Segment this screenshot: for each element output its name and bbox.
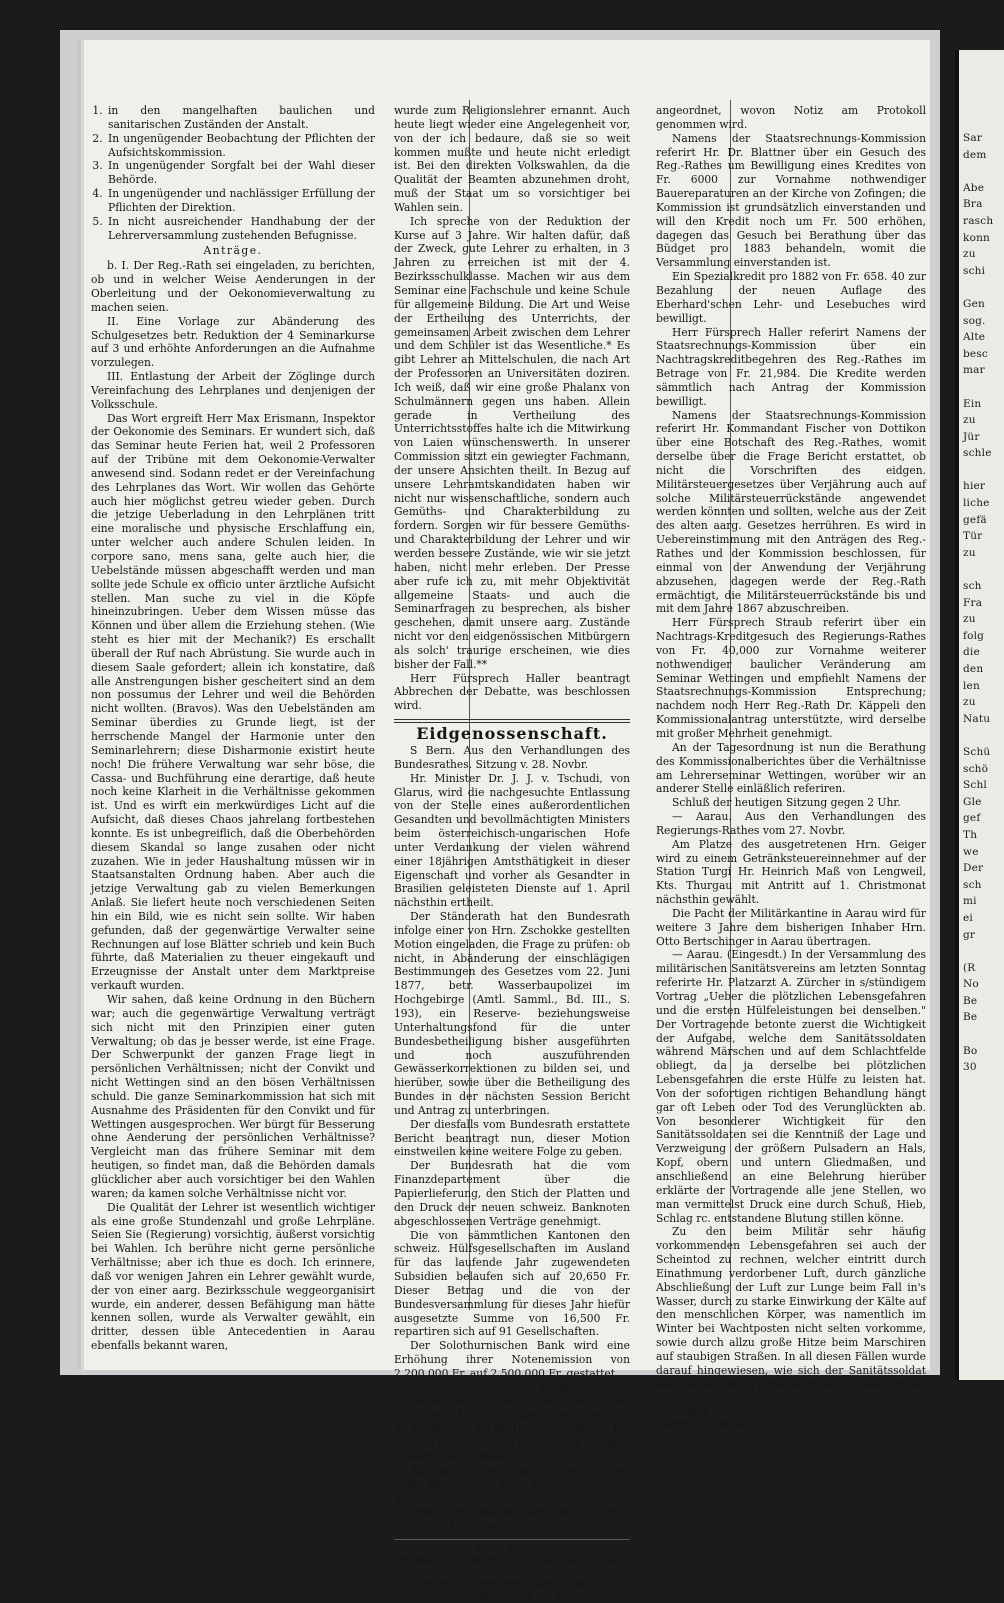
paragraph: Die von sämmtlichen Kantonen den schweiz. Hülfsgesellschaften im Ausland für das laufende Jahr zugewendeten Subsidien belaufen sich auf 20,650 Fr. Dieser Betrag und die von der Bundesversammlung für dieses Jahr hiefür ausgesetzte Summe von 16,500 Fr. repartiren sich auf 91 Gesellschaften.	[394, 1228, 630, 1339]
subheading-antraege: Anträge.	[203, 244, 263, 258]
paragraph: Hr. Minister Dr. J. J. v. Tschudi, von Glarus, wird die nachgesuchte Entlassung von der Stelle eines außerordentlichen Gesandten und bevollmächtigten Ministers beim österreichisch-ungarischen Hofe unter Verdankung der vielen während einer 18jährigen Amtsthätigkeit in dieser Eigenschaft und vorher als Gesandter in Brasilien geleisteten Dienste auf 1. April nächsthin ertheilt.	[394, 771, 630, 910]
list-item: 1. in den mangelhaften baulichen und sanitarischen Zuständen der Anstalt.	[106, 104, 375, 132]
paragraph: Herr Fürsprech Straub referirt über ein Nachtrags-Kreditgesuch des Regierungs-Rathes von Fr. 40,000 zur Vornahme weiterer nothwendiger baulicher Veränderung am Seminar Wettingen und empfiehlt Namens der Staatsrechnungs-Kommission Entsprechung; nachdem noch Herr Reg.-Rath Dr. Käppeli den Kommissionalantrag unterstützte, wird derselbe mit großer Mehrheit genehmigt.	[656, 616, 926, 740]
footnote: **) Hier hätte ein Bravo auch gut gethan!	[394, 1591, 592, 1603]
paragraph: wurde zum Religionslehrer ernannt. Auch heute liegt wieder eine Angelegenheit vor, von der ich bedaure, daß sie so weit kommen mußte und heute nicht erledigt ist. Bei den direkten Volkswahlen, da die Qualität der Beamten abzunehmen droht, muß der Staat um so vorsichtiger bei Wahlen sein.	[394, 104, 630, 214]
list-item: 3. In ungenügender Sorgfalt bei der Wahl dieser Behörde.	[106, 159, 375, 187]
paragraph: Als Posthalter und Telegraphist in Appenzell wird gewählt: Hr. Emil Giger von Stein, Kts. St. Gallen, Postkommis in St. Gallen und als Postkommis in Basel: Hr. Eduard Kottmann von Wyden, Kts. Aargau, Postaspirant in Basel.	[394, 1380, 630, 1463]
paragraph: Der Ständerath hat den Bundesrath infolge einer von Hrn. Zschokke gestellten Motion eingeladen, die Frage zu prüfen: ob nicht, in Abänderung der einschlägigen Bestimmungen des Gesetzes vom 22. Juni 1877, betr. Wasserbaupolizei im Hochgebirge (Amtl. Samml., Bd. III., S. 193), ein Reserve- beziehungsweise Unterhaltungsfond für die unter Bundesbetheiligung bisher ausgeführten und noch auszuführenden Gewässerkorrektionen zu bilden sei, und hierüber, sowie über die Betheiligung des Bundes in der nächsten Session Bericht und Antrag zu unterbringen.	[394, 910, 630, 1117]
paragraph: II. Eine Vorlage zur Abänderung des Schulgesetzes betr. Reduktion der 4 Seminarkurse auf 3 und erhöhte Anforderungen an die Aufnahme vorzulegen.	[91, 314, 375, 370]
paragraph: Herr Fürsprech Haller beantragt Abbrechen der Debatte, was beschlossen wird.	[394, 671, 630, 713]
paragraph: An der Tagesordnung ist nun die Berathung des Kommissionalberichtes über die Verhältnisse am Lehrerseminar Wettingen, worüber wir an anderer Stelle einläßlich referiren.	[656, 740, 926, 796]
paragraph: Am Platze des ausgetretenen Hrn. Geiger wird zu einem Getränksteuereinnehmer auf der Station Turgi Hr. Heinrich Maß von Lengweil, Kts. Thurgau mit Antritt auf 1. Christmonat nächsthin gewählt.	[656, 837, 926, 907]
paragraph: Der Bundesrath hat die vom Finanzdepartement über die Papierlieferung, den Stich der Platten und den Druck der neuen schweiz. Banknoten abgeschlossenen Verträge genehmigt.	[394, 1159, 630, 1228]
paragraph: Wir sahen, daß keine Ordnung in den Büchern war; auch die gegenwärtige Verwaltung verträgt sich nicht mit den Prinzipien einer guten Verwaltung; ob das je besser werde, ist eine Frage. Der Schwerpunkt der ganzen Frage liegt in persönlichen Verhältnissen; nicht der Convikt und nicht Wettingen sind an den bösen Verhältnissen schuld. Die ganze Seminarkommission hat sich mit Ausnahme des Präsidenten für den Convikt und für Wettingen ausgesprochen. Wer bürgt für Besserung ohne Aenderung der persönlichen Verhältnisse? Vergleicht man das frühere Seminar mit dem heutigen, so findet man, daß die Behörden damals glücklicher aber auch vorsichtiger bei den Wahlen waren; da kamen solche Verhältnisse nicht vor.	[91, 993, 375, 1200]
paragraph: Herr Fürsprech Haller referirt Namens der Staatsrechnungs-Kommission über ein Nachtragskreditbegehren des Reg.-Rathes im Betrage von Fr. 21,984. Die Kredite werden sämmtlich nach Antrag der Kommission bewilligt.	[656, 325, 926, 408]
adjacent-page-fragments: Sar dem Abe Bra rasch konn zu schi Gen sog. Alte besc mar Ein zu Jür schle hier liche gefä Tür zu sch Fra zu folg die den len zu Natu Schü schö Schl Gle gef Th we Der sch mi ei gr (R No Be Be Bo 30	[963, 132, 994, 1074]
paragraph: Die Pacht der Militärkantine in Aarau wird für weitere 3 Jahre dem bisherigen Inhaber Hrn. Otto Bertschinger in Aarau übertragen.	[656, 906, 926, 948]
section-divider	[394, 719, 630, 723]
paragraph: III. Entlastung der Arbeit der Zöglinge durch Vereinfachung des Lehrplanes und denjenigen der Volksschule.	[91, 370, 375, 411]
column-2	[394, 104, 630, 1603]
paragraph: angeordnet, wovon Notiz am Protokoll genommen wird.	[656, 104, 926, 131]
paragraph: Der Solothurnischen Bank wird eine Erhöhung ihrer Notenemission von 2,200,000 Fr. auf 2,500,000 Fr. gestattet.	[394, 1339, 630, 1380]
column-1	[91, 104, 375, 1353]
paragraph: Namens der Staatsrechnungs-Kommission referirt Hr. Dr. Blattner über ein Gesuch des Reg.-Rathes um Bewilligung eines Kredites von Fr. 6000 zur Vornahme nothwendiger Bauereparaturen an der Kirche von Zofingen; die Kommission ist grundsätzlich einverstanden und will den Kredit noch um Fr. 500 erhöhen, dagegen das Gesuch bei Berathung über das Büdget pro 1883 behandeln, womit die Versammlung einverstanden ist.	[656, 131, 926, 270]
paragraph: Schluß der heutigen Sitzung gegen 2 Uhr.	[672, 796, 901, 810]
paragraph: — Aarau. Aus den Verhandlungen des Regierungs-Rathes vom 27. Novbr.	[656, 810, 926, 837]
list-item: 2. In ungenügender Beobachtung der Pflichten der Aufsichtskommission.	[106, 132, 375, 160]
paragraph: Der diesfalls vom Bundesrath erstattete Bericht beantragt nun, dieser Motion einstweilen keine weitere Folge zu geben.	[394, 1117, 630, 1159]
adjacent-page-edge	[955, 50, 1004, 1380]
paragraph: Aargau. Sitzung des Großen Rathes vom 28. Novbr. Für den in Geldstag gefallenen Hr. Gottlieb Bonäsch, von Brittnau, Großrathsmitglied, hat der Reg.-Rath eine Ersatzwahl bereits	[394, 1463, 630, 1533]
paragraph: Ein Spezialkredit pro 1882 von Fr. 658. 40 zur Bezahlung der neuen Auflage des Eberhard'schen Lehr- und Lesebuches wird bewilligt.	[656, 270, 926, 325]
paragraph: Das Wort ergreift Herr Max Erismann, Inspektor der Oekonomie des Seminars. Er wundert sich, daß das Seminar heute Ferien hat, weil 2 Professoren auf der Tribüne mit dem Oekonomie-Verwalter anwesend sind. Sodann redet er der Vereinfachung des Lehrplanes das Wort. Wir wollen das Gehörte auch hier möglichst getreu wieder geben. Durch die jetzige Ueberladung in den Lehrplänen tritt eine moralische und physische Erschlaffung ein, unter welcher auch andere Schulen leiden. In corpore sano, mens sana, gelte auch hier, die Uebelstände müssen abgeschafft werden und man sollte jede Schule ex officio unter ärztliche Aufsicht stellen. Man suche zu viel in die Köpfe hineinzubringen. Ueber dem Wissen müsse das Können und über allem die Erziehung stehen. (Wie steht es hier mit der Mechanik?) Es erschallt überall der Ruf nach Abrüstung. Sie wurde auch in diesem Saale gefordert; allein ich konstatire, daß alle Anstrengungen bisher gescheitert sind an dem non possumus der Lehrer und weil die Behörden nicht wollten. (Bravos). Was den Uebelständen am Seminar überdies zu Grunde liegt, ist der herrschende Mangel der Harmonie unter den Seminarlehrern; diese Disharmonie existirt heute noch! Die frühere Verwaltung war sehr böse, die Cassa- und Buchführung eine derartige, daß heute noch keine Klarheit in die Verhältnisse gekommen ist. Und es wirft ein merkwürdiges Licht auf die Aufsicht, daß dieses Chaos jahrelang fortbestehen konnte. Es ist unbegreiflich, daß die Oberbehörden diesem Skandal so lange zusahen oder nicht zuzahen. Wie in jeder Haushaltung müssen wir in Staatsanstalten Ordnung haben. Aber auch die jetzige Verwaltung gab zu vielen Bemerkungen Anlaß. Sie liefert heute noch verschiedenen Seiten hin ein Bild, wie es nicht sein sollte. Wir haben gefunden, daß der gegenwärtige Verwalter seine Rechnungen auf lose Blätter schrieb und kein Buch führte, daß Materialien zu theuer eingekauft und Erzeugnisse der Anstalt unter dem Marktpreise verkauft wurden.	[91, 411, 375, 993]
section-heading: Eidgenossenschaft.	[416, 724, 608, 744]
list-item: 4. In ungenügender und nachlässiger Erfüllung der Pflichten der Direktion.	[106, 187, 375, 215]
footnote: *) Sehr richtig; daher Respekt davor, wo diese Art beharrlich gefordert wird. Der Satz gilt auch für die Volksschule; überall, wo er verwirklicht wird, ist die "Buchsscheere" überflüssig.	[394, 1543, 630, 1590]
paragraph: S Bern. Aus den Verhandlungen des Bundesrathes. Sitzung v. 28. Novbr.	[394, 743, 630, 771]
paragraph: — Aarau. (Eingesdt.) In der Versammlung des militärischen Sanitätsvereins am letzten Sonntag referirte Hr. Platzarzt A. Zürcher in s/stündigem Vortrag „Ueber die plötzlichen Lebensgefahren und die ersten Hülfeleistungen bei denselben." Der Vortragende betonte zuerst die Wichtigkeit der Aufgabe, welche dem Sanitätssoldaten während Märschen und auf dem Schlachtfelde obliegt, da ja derselbe bei plötzlichen Lebensgefahren die erste Hülfe zu leisten hat. Von der sofortigen richtigen Behandlung hängt gar oft Leben oder Tod des Verunglückten ab. Von besonderer Wichtigkeit für den Sanitätssoldaten sei die Kenntniß der Lage und Verzweigung der größern Pulsadern an Hals, Kopf, obern und untern Gliedmaßen, und anschließend an eine Belehrung hierüber erklärte der Vortragende alle jene Stellen, wo man vermittelst Druck eine durch Schuß, Hieb, Schlag rc. entstandene Blutung stillen könne.	[656, 948, 926, 1225]
paragraph: Zu den beim Militär sehr häufig vorkommenden Lebensgefahren sei auch der Scheintod zu rechnen, welcher eintritt durch Einathmung verdorbener Luft, durch gänzliche Abschließung der Luft zur Lunge beim Fall in's Wasser, durch zu starke Einwirkung der Kälte auf den menschlichen Körper, was namentlich im Winter bei Wachtposten nicht selten vorkomme, sowie durch allzu große Hitze beim Marschiren auf staubigen Straßen. In all diesen Fällen wurde darauf hingewiesen, wie sich der Sanitätssoldat beim Scheintoden gegenüber bis zur Ankunft des Arztes zu verhalten habe. Den Schluß des Vortrages bildete die erste Hülfe in Vergiftungsfällen.	[656, 1225, 926, 1433]
paragraph: Die Qualität der Lehrer ist wesentlich wichtiger als eine große Stundenzahl und große Lehrpläne. Seien Sie (Regierung) vorsichtig, äußerst vorsichtig bei Wahlen. Ich berühre nicht gerne persönliche Verhältnisse; aber ich thue es doch. Ich erinnere, daß vor wenigen Jahren ein Lehrer gewählt wurde, der von einer aarg. Bezirksschule weggeorganisirt wurde, ein anderer, dessen Befähigung man hätte kennen sollen, wurde als Verwalter gewählt, ein dritter, dessen üble Antecedentien in Aarau ebenfalls bekannt waren,	[91, 1200, 375, 1353]
paragraph: b. I. Der Reg.-Rath sei eingeladen, zu berichten, ob und in welcher Weise Aenderungen in der Oberleitung und der Oekonomieverwaltung zu machen seien.	[91, 259, 375, 314]
column-3	[656, 104, 926, 1433]
newspaper-page	[84, 40, 930, 1603]
list-item: 5. In nicht ausreichender Handhabung der der Lehrerversammlung zustehenden Befugnisse.	[106, 215, 375, 243]
footnotes	[394, 1539, 630, 1603]
paragraph: Ich spreche von der Reduktion der Kurse auf 3 Jahre. Wir halten dafür, daß der Zweck, gute Lehrer zu erhalten, in 3 Jahren zu erreichen ist mit der 4. Bezirksschulklasse. Machen wir aus dem Seminar eine Fachschule und keine Schule für allgemeine Bildung. Die Art und Weise der Ertheilung des Unterrichts, der gemeinsamen Arbeit zwischen dem Lehrer und dem Schüler ist das Wesentliche.* Es gibt Lehrer an Mittelschulen, die nach Art der Professoren an Universitäten doziren. Ich weiß, daß wir eine große Phalanx von Schulmännern gegen uns haben. Allein gerade in Vertheilung des Unterrichtsstoffes halte ich die Mitwirkung von Laien wünschenswerth. In unserer Commission sitzt ein gewiegter Fachmann, der unsere Ansichten theilt. In Bezug auf unsere Lehramtskandidaten haben wir nicht nur wissenschaftliche, sondern auch Gemüths- und Charakterbildung zu fordern. Sorgen wir für bessere Gemüths- und Charakterbildung der Lehrer und wir werden bessere Zustände, wie wir sie jetzt haben, nicht mehr erleben. Der Presse aber rufe ich zu, mit mehr Objektivität allgemeine Staats- und auch die Seminarfragen zu besprechen, als bisher geschehen, damit unsere aarg. Zustände nicht vor den eidgenössischen Mitbürgern als solch' traurige erscheinen, wie dies bisher der Fall.**	[394, 214, 630, 671]
paragraph: Namens der Staatsrechnungs-Kommission referirt Hr. Kommandant Fischer von Dottikon über eine Botschaft des Reg.-Rathes, womit derselbe über die Frage Bericht erstattet, ob nicht die Vorschriften des eidgen. Militärsteuergesetzes über Verjährung auch auf solche Militärsteuerrückstände angewendet werden könnten und sollten, welche aus der Zeit des alten aarg. Gesetzes herrühren. Es wird in Uebereinstimmung mit den Anträgen des Reg.-Rathes und der Kommission beschlossen, für einmal von der Anwendung der Verjährung abzusehen, dagegen werde der Reg.-Rath ermächtigt, die Militärsteuerrückstände bis und mit dem Jahre 1867 abzuschreiben.	[656, 408, 926, 616]
grievance-list	[91, 104, 375, 242]
